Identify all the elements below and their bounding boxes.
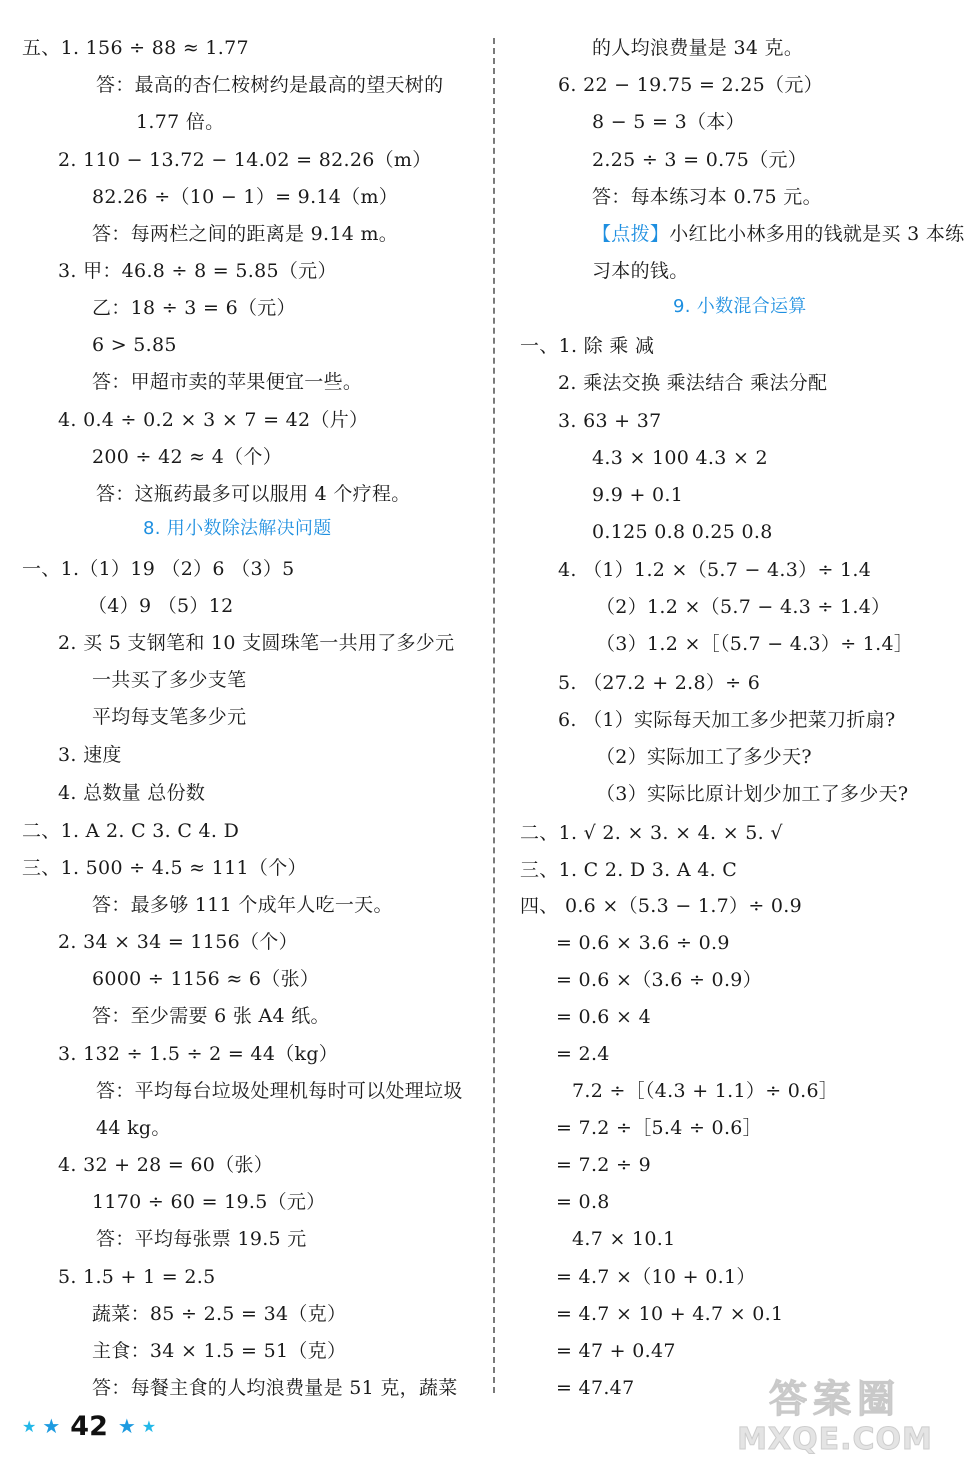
answer-line: 2.25 ÷ 3 = 0.75（元）: [592, 149, 808, 171]
answer-line: 答：最多够 111 个成年人吃一天。: [92, 894, 393, 916]
answer-line: 200 ÷ 42 ≈ 4（个）: [92, 446, 283, 468]
answer-line: 答：平均每张票 19.5 元: [96, 1228, 307, 1250]
answer-line: 平均每支笔多少元: [92, 706, 247, 728]
watermark-logo-text: 答案圈: [768, 1377, 901, 1421]
watermark: [700, 1376, 970, 1468]
answer-line: （4）9 （5）12: [88, 595, 234, 617]
answer-line: 习本的钱。: [592, 260, 689, 282]
answer-line: 6. 22 − 19.75 = 2.25（元）: [558, 74, 823, 96]
answer-line: 答：每本练习本 0.75 元。: [592, 186, 822, 208]
star-icon: ★: [141, 1416, 157, 1436]
section-heading: 9. 小数混合运算: [673, 296, 807, 317]
answer-line: = 0.6 × 3.6 ÷ 0.9: [556, 932, 730, 954]
answer-line: 1.77 倍。: [136, 111, 225, 133]
answer-line: 答：至少需要 6 张 A4 纸。: [92, 1005, 330, 1027]
answer-line: 2. 34 × 34 = 1156（个）: [58, 931, 298, 953]
answer-line: 4. 32 + 28 = 60（张）: [58, 1154, 274, 1176]
star-icon: ★: [117, 1414, 136, 1438]
answer-line: [592, 222, 964, 246]
answer-line: = 2.4: [556, 1043, 610, 1065]
answer-line: 44 kg。: [96, 1117, 171, 1139]
answer-line: 82.26 ÷（10 − 1）= 9.14（m）: [92, 186, 399, 208]
watermark-url: MXQE.COM: [737, 1422, 933, 1457]
answer-line: 三、1. C 2. D 3. A 4. C: [520, 859, 738, 881]
answer-line: 乙：18 ÷ 3 = 6（元）: [92, 297, 296, 319]
answer-line: 5. （27.2 + 2.8）÷ 6: [558, 672, 761, 694]
answer-line: 一共买了多少支笔: [92, 669, 247, 691]
answer-line: = 47 + 0.47: [556, 1340, 676, 1362]
answer-line: = 0.8: [556, 1191, 610, 1213]
answer-line: 9.9 + 0.1: [592, 484, 684, 506]
answer-line: 答：每餐主食的人均浪费量是 51 克，蔬菜: [92, 1377, 458, 1399]
answer-line: 7.2 ÷［（4.3 + 1.1）÷ 0.6］: [572, 1080, 839, 1102]
answer-line: 一、1.（1）19 （2）6 （3）5: [22, 558, 295, 580]
answer-line: 五、1. 156 ÷ 88 ≈ 1.77: [22, 37, 249, 59]
page-footer: [22, 1410, 156, 1442]
answer-line: 3. 速度: [58, 744, 122, 766]
answer-line: 8 − 5 = 3（本）: [592, 111, 745, 133]
answer-line: 答：甲超市卖的苹果便宜一些。: [92, 371, 363, 393]
answer-line: 6 > 5.85: [92, 334, 177, 356]
answer-line: 2. 乘法交换 乘法结合 乘法分配: [558, 372, 828, 394]
answer-line: （2）实际加工了多少天?: [596, 746, 812, 768]
answer-line: 4.7 × 10.1: [572, 1228, 676, 1250]
column-divider: [493, 38, 495, 1393]
answer-line: 三、1. 500 ÷ 4.5 ≈ 111（个）: [22, 857, 307, 879]
tip-text: 小红比小林多用的钱就是买 3 本练: [669, 223, 965, 245]
answer-line: 答：每两栏之间的距离是 9.14 m。: [92, 223, 399, 245]
answer-line: = 47.47: [556, 1377, 635, 1399]
answer-line: 一、1. 除 乘 减: [520, 335, 655, 357]
page-number: 42: [70, 1410, 108, 1442]
answer-line: 四、 0.6 ×（5.3 − 1.7）÷ 0.9: [520, 895, 803, 917]
answer-line: 4.3 × 100 4.3 × 2: [592, 447, 768, 469]
answer-line: 二、1. √ 2. × 3. × 4. × 5. √: [520, 822, 783, 844]
answer-line: （2）1.2 ×（5.7 − 4.3 ÷ 1.4）: [596, 596, 891, 618]
answer-line: 0.125 0.8 0.25 0.8: [592, 521, 773, 543]
answer-line: = 4.7 × 10 + 4.7 × 0.1: [556, 1303, 784, 1325]
answer-line: 5. 1.5 + 1 = 2.5: [58, 1266, 216, 1288]
answer-line: 2. 买 5 支钢笔和 10 支圆珠笔一共用了多少元: [58, 632, 455, 654]
answer-line: 4. 0.4 ÷ 0.2 × 3 × 7 = 42（片）: [58, 409, 369, 431]
answer-line: 6. （1）实际每天加工多少把菜刀折扇?: [558, 709, 896, 731]
answer-line: （3）1.2 ×［（5.7 − 4.3）÷ 1.4］: [596, 633, 914, 655]
answer-line: = 4.7 ×（10 + 0.1）: [556, 1266, 756, 1288]
answer-line: 答：这瓶药最多可以服用 4 个疗程。: [96, 483, 411, 505]
star-icon: ★: [22, 1416, 37, 1436]
answer-line: 1170 ÷ 60 = 19.5（元）: [92, 1191, 326, 1213]
answer-line: （3）实际比原计划少加工了多少天?: [596, 783, 909, 805]
answer-line: 的人均浪费量是 34 克。: [592, 37, 804, 59]
answer-line: = 0.6 ×（3.6 ÷ 0.9）: [556, 969, 762, 991]
answer-line: 3. 132 ÷ 1.5 ÷ 2 = 44（kg）: [58, 1043, 339, 1065]
answer-line: 6000 ÷ 1156 ≈ 6（张）: [92, 968, 320, 990]
answer-line: 蔬菜：85 ÷ 2.5 = 34（克）: [92, 1303, 347, 1325]
answer-line: = 7.2 ÷ 9: [556, 1154, 651, 1176]
star-icon: ★: [42, 1414, 61, 1438]
answer-line: 答：平均每台垃圾处理机每时可以处理垃圾: [96, 1080, 463, 1102]
answer-line: 2. 110 − 13.72 − 14.02 = 82.26（m）: [58, 149, 432, 171]
answer-line: = 0.6 × 4: [556, 1006, 651, 1028]
answer-line: 4. （1）1.2 ×（5.7 − 4.3）÷ 1.4: [558, 559, 872, 581]
answer-line: 主食：34 × 1.5 = 51（克）: [92, 1340, 347, 1362]
answer-line: = 7.2 ÷［5.4 ÷ 0.6］: [556, 1117, 762, 1139]
tip-tag: 【点拨】: [592, 223, 670, 245]
answer-line: 3. 甲：46.8 ÷ 8 = 5.85（元）: [58, 260, 337, 282]
answer-line: 二、1. A 2. C 3. C 4. D: [22, 820, 240, 842]
answer-line: 4. 总数量 总份数: [58, 782, 206, 804]
section-heading: 8. 用小数除法解决问题: [143, 518, 332, 539]
answer-line: 答：最高的杏仁桉树约是最高的望天树的: [96, 74, 444, 96]
answer-line: 3. 63 + 37: [558, 410, 662, 432]
